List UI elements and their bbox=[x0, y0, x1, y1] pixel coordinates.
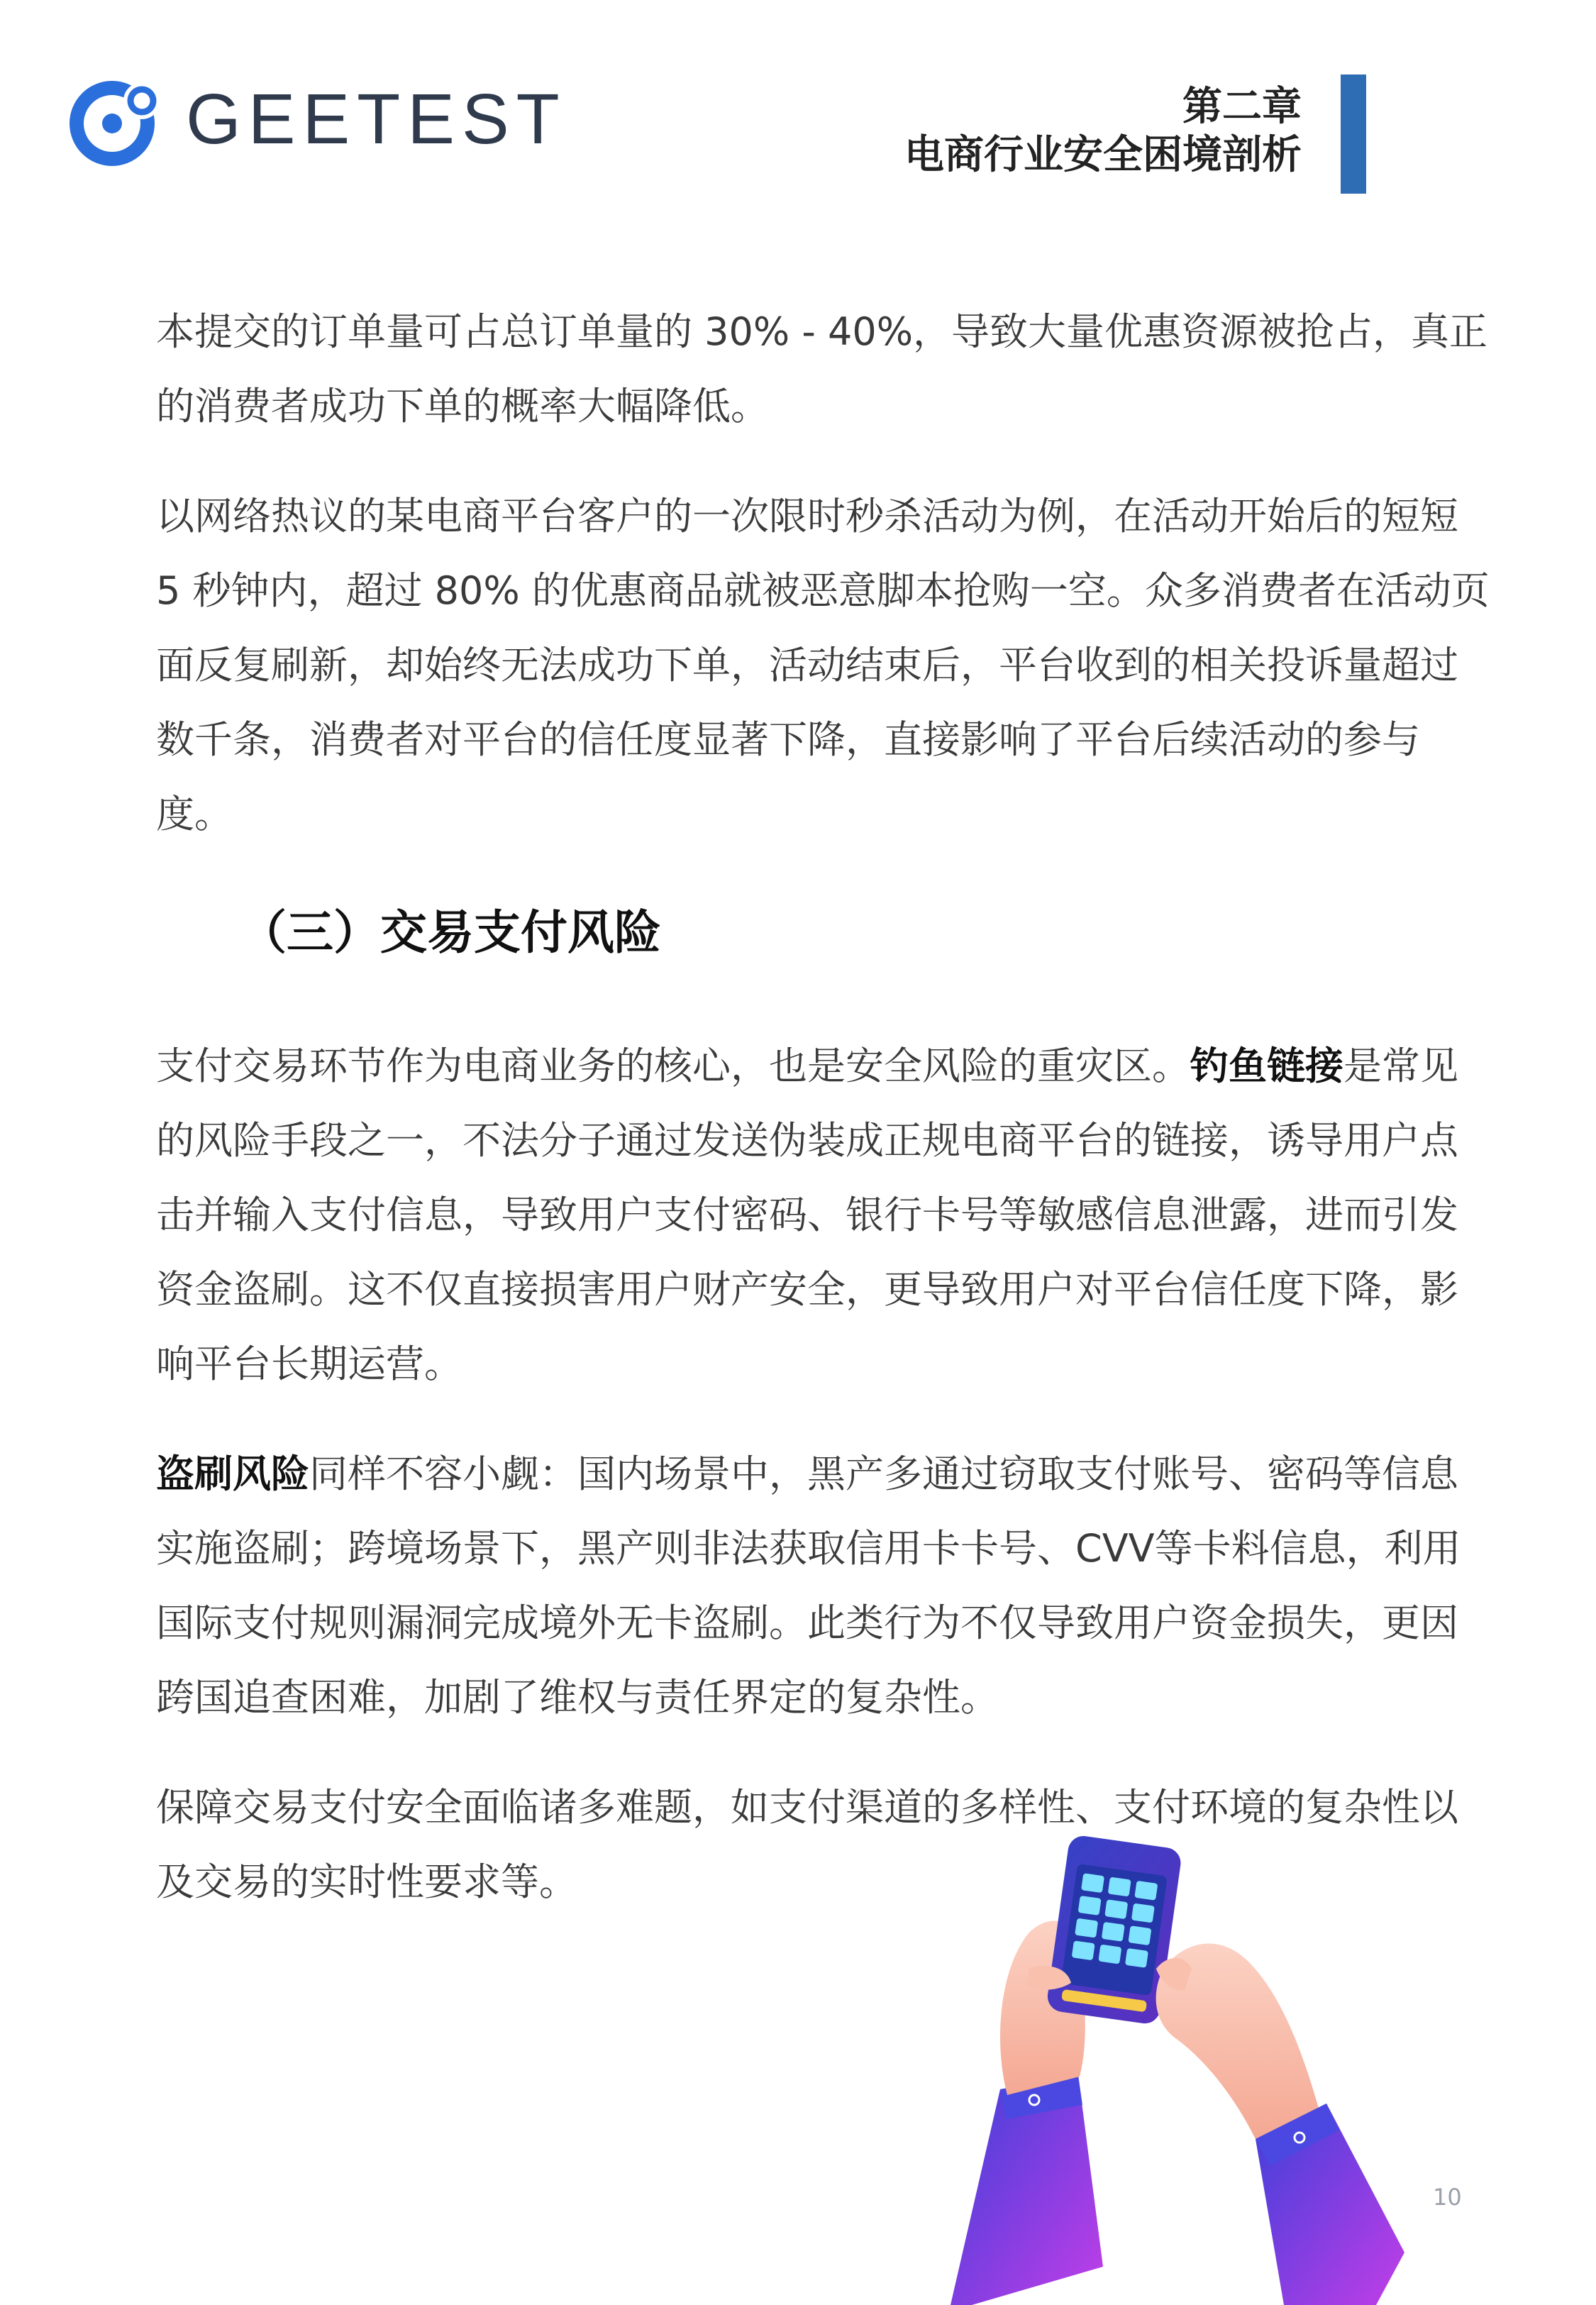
paragraph-4 bbox=[156, 1437, 1490, 1735]
main-content bbox=[156, 294, 1490, 1955]
paragraph-1: 本提交的订单量可占总订单量的 30% - 40%，导致大量优惠资源被抢占，真正的消费者成功下单的概率大幅降低。 bbox=[156, 309, 1488, 429]
chapter-heading bbox=[663, 84, 1302, 180]
chapter-title: 电商行业安全困境剖析 bbox=[904, 132, 1302, 178]
paragraph-4-emphasis: 盗刷风险 bbox=[156, 1452, 309, 1496]
paragraph-3-lead: 支付交易环节作为电商业务的核心，也是安全风险的重灾区。 bbox=[156, 1044, 1190, 1088]
paragraph-3-rest: 是常见的风险手段之一，不法分子通过发送伪装成正规电商平台的链接，诱导用户点击并输入支付信息，导致用户支付密码、银行卡号等敏感信息泄露，进而引发资金盗刷。这不仅直接损害用户财产安全，更导致用户对平台信任度下降，影响平台长期运营。 bbox=[156, 1044, 1458, 1386]
chapter-accent-bar bbox=[1341, 74, 1366, 194]
paragraph-2: 以网络热议的某电商平台客户的一次限时秒杀活动为例，在活动开始后的短短 5 秒钟内，超过 80% 的优惠商品就被恶意脚本抢购一空。众多消费者在活动页面反复刷新，却始终无法成功下单，活动结束后，平台收到的相关投诉量超过数千条，消费者对平台的信任度显著下降，直接影响了平台后续活动的参与度。 bbox=[156, 494, 1490, 836]
paragraph-5: 保障交易支付安全面临诸多难题，如支付渠道的多样性、支付环境的复杂性以及交易的实时性要求等。 bbox=[156, 1785, 1458, 1904]
geetest-logo-icon bbox=[68, 72, 167, 172]
logo-text: GEETEST bbox=[186, 79, 567, 159]
page-header bbox=[0, 0, 1596, 213]
page-number: 10 bbox=[1433, 2184, 1462, 2211]
paragraph-3-emphasis: 钓鱼链接 bbox=[1190, 1044, 1343, 1088]
chapter-number: 第二章 bbox=[1182, 84, 1302, 130]
hands-holding-phone-illustration bbox=[951, 1827, 1419, 2305]
paragraph-4-rest: 同样不容小觑：国内场景中，黑产多通过窃取支付账号、密码等信息实施盗刷；跨境场景下，黑产则非法获取信用卡卡号、CVV等卡料信息，利用国际支付规则漏洞完成境外无卡盗刷。此类行为不仅导致用户资金损失，更因跨国追查困难，加剧了维权与责任界定的复杂性。 bbox=[156, 1452, 1461, 1720]
paragraph-3 bbox=[156, 1029, 1490, 1401]
section-title: （三）交易支付风险 bbox=[240, 905, 661, 960]
